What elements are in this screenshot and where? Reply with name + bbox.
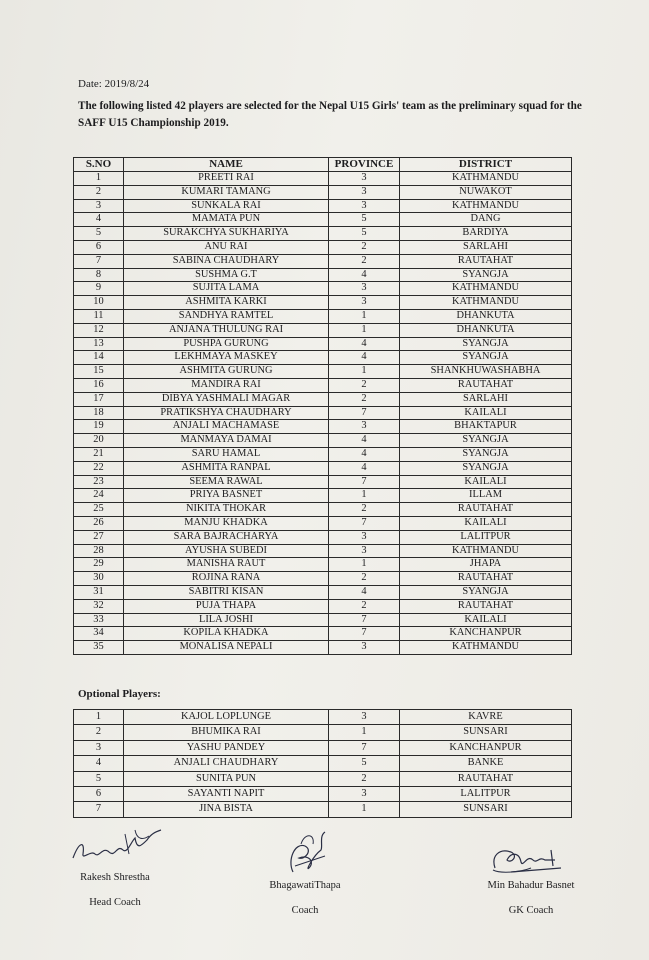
intro-paragraph: The following listed 42 players are selected for the Nepal U15 Girls' team as the preliminary squad for the SAFF U15 Championship 2019.	[78, 100, 582, 129]
cell-district: DHANKUTA	[400, 323, 572, 337]
cell-sno: 5	[74, 227, 124, 241]
cell-name: PRIYA BASNET	[124, 489, 329, 503]
cell-province: 3	[329, 710, 400, 725]
cell-province: 1	[329, 323, 400, 337]
table-row	[74, 282, 572, 296]
cell-sno: 1	[74, 172, 124, 186]
cell-province: 2	[329, 771, 400, 786]
cell-district: SYANGJA	[400, 585, 572, 599]
cell-province: 3	[329, 787, 400, 802]
cell-name: MANMAYA DAMAI	[124, 434, 329, 448]
cell-name: MONALISA NEPALI	[124, 641, 329, 655]
cell-district: SARLAHI	[400, 392, 572, 406]
cell-province: 4	[329, 447, 400, 461]
cell-province: 4	[329, 268, 400, 282]
cell-name: NIKITA THOKAR	[124, 503, 329, 517]
cell-name: SUJITA LAMA	[124, 282, 329, 296]
cell-district: SARLAHI	[400, 240, 572, 254]
cell-province: 3	[329, 641, 400, 655]
cell-district: SYANGJA	[400, 337, 572, 351]
cell-district: KAILALI	[400, 516, 572, 530]
table-row	[74, 268, 572, 282]
cell-name: PUSHPA GURUNG	[124, 337, 329, 351]
table-row	[74, 572, 572, 586]
cell-district: RAUTAHAT	[400, 254, 572, 268]
cell-district: SUNSARI	[400, 725, 572, 740]
cell-district: KATHMANDU	[400, 296, 572, 310]
signatory-name: Rakesh Shrestha	[80, 872, 150, 883]
cell-sno: 21	[74, 447, 124, 461]
cell-province: 3	[329, 544, 400, 558]
cell-name: SUNITA PUN	[124, 771, 329, 786]
signatory-role: Head Coach	[89, 897, 141, 908]
cell-name: PREETI RAI	[124, 172, 329, 186]
cell-district: BANKE	[400, 756, 572, 771]
table-row	[74, 599, 572, 613]
signatory-role: GK Coach	[508, 905, 554, 916]
table-row	[74, 516, 572, 530]
table-row	[74, 475, 572, 489]
cell-province: 3	[329, 199, 400, 213]
table-row	[74, 641, 572, 655]
table-row	[74, 503, 572, 517]
cell-province: 7	[329, 740, 400, 755]
cell-name: SUNKALA RAI	[124, 199, 329, 213]
table-row	[74, 627, 572, 641]
cell-name: LILA JOSHI	[124, 613, 329, 627]
cell-province: 5	[329, 227, 400, 241]
cell-district: KAILALI	[400, 613, 572, 627]
handwritten-signature-icon	[65, 820, 165, 870]
cell-name: KOPILA KHADKA	[124, 627, 329, 641]
cell-province: 4	[329, 585, 400, 599]
signatory-role: Coach	[291, 905, 319, 916]
cell-province: 2	[329, 392, 400, 406]
cell-sno: 3	[74, 740, 124, 755]
cell-name: ASHMITA RANPAL	[124, 461, 329, 475]
signatory-name: Min Bahadur Basnet	[487, 880, 575, 891]
cell-sno: 9	[74, 282, 124, 296]
cell-province: 2	[329, 254, 400, 268]
cell-sno: 34	[74, 627, 124, 641]
cell-sno: 25	[74, 503, 124, 517]
cell-sno: 7	[74, 802, 124, 817]
table-row	[74, 337, 572, 351]
cell-name: SARU HAMAL	[124, 447, 329, 461]
cell-district: KATHMANDU	[400, 199, 572, 213]
cell-sno: 8	[74, 268, 124, 282]
cell-sno: 6	[74, 240, 124, 254]
cell-province: 2	[329, 378, 400, 392]
cell-name: SEEMA RAWAL	[124, 475, 329, 489]
cell-district: DHANKUTA	[400, 309, 572, 323]
table-row	[74, 296, 572, 310]
table-row	[74, 756, 572, 771]
cell-name: PRATIKSHYA CHAUDHARY	[124, 406, 329, 420]
cell-name: KUMARI TAMANG	[124, 185, 329, 199]
col-header-name: NAME	[124, 158, 329, 172]
table-row	[74, 787, 572, 802]
cell-sno: 27	[74, 530, 124, 544]
cell-sno: 16	[74, 378, 124, 392]
handwritten-signature-icon	[265, 826, 345, 878]
cell-province: 4	[329, 337, 400, 351]
cell-province: 3	[329, 172, 400, 186]
table-row	[74, 323, 572, 337]
table-row	[74, 378, 572, 392]
cell-sno: 7	[74, 254, 124, 268]
cell-district: RAUTAHAT	[400, 599, 572, 613]
cell-sno: 29	[74, 558, 124, 572]
table-row	[74, 309, 572, 323]
cell-sno: 1	[74, 710, 124, 725]
document-date: Date: 2019/8/24	[78, 78, 150, 90]
table-row	[74, 802, 572, 817]
cell-sno: 31	[74, 585, 124, 599]
cell-sno: 5	[74, 771, 124, 786]
cell-province: 1	[329, 365, 400, 379]
cell-sno: 26	[74, 516, 124, 530]
cell-sno: 14	[74, 351, 124, 365]
table-row	[74, 406, 572, 420]
cell-sno: 2	[74, 185, 124, 199]
cell-name: SABINA CHAUDHARY	[124, 254, 329, 268]
cell-sno: 33	[74, 613, 124, 627]
cell-name: SANDHYA RAMTEL	[124, 309, 329, 323]
cell-province: 4	[329, 434, 400, 448]
cell-sno: 24	[74, 489, 124, 503]
cell-sno: 4	[74, 213, 124, 227]
col-header-province: PROVINCE	[329, 158, 400, 172]
cell-district: KATHMANDU	[400, 641, 572, 655]
cell-sno: 23	[74, 475, 124, 489]
cell-district: RAUTAHAT	[400, 771, 572, 786]
cell-district: BHAKTAPUR	[400, 420, 572, 434]
cell-sno: 28	[74, 544, 124, 558]
cell-province: 7	[329, 613, 400, 627]
cell-sno: 10	[74, 296, 124, 310]
cell-province: 7	[329, 627, 400, 641]
cell-district: SYANGJA	[400, 434, 572, 448]
cell-province: 5	[329, 756, 400, 771]
table-row	[74, 434, 572, 448]
cell-name: JINA BISTA	[124, 802, 329, 817]
cell-district: KATHMANDU	[400, 282, 572, 296]
cell-name: MANISHA RAUT	[124, 558, 329, 572]
handwritten-signature-icon	[481, 838, 581, 878]
cell-district: KATHMANDU	[400, 172, 572, 186]
cell-province: 1	[329, 725, 400, 740]
cell-name: YASHU PANDEY	[124, 740, 329, 755]
optional-players-title: Optional Players:	[78, 688, 161, 700]
cell-province: 3	[329, 185, 400, 199]
cell-province: 7	[329, 475, 400, 489]
cell-name: SURAKCHYA SUKHARIYA	[124, 227, 329, 241]
squad-table	[73, 157, 572, 655]
cell-district: ILLAM	[400, 489, 572, 503]
cell-province: 2	[329, 599, 400, 613]
cell-province: 2	[329, 240, 400, 254]
cell-sno: 19	[74, 420, 124, 434]
cell-sno: 6	[74, 787, 124, 802]
table-row	[74, 585, 572, 599]
table-row	[74, 227, 572, 241]
cell-name: ANJALI CHAUDHARY	[124, 756, 329, 771]
table-row	[74, 740, 572, 755]
cell-province: 4	[329, 461, 400, 475]
cell-sno: 18	[74, 406, 124, 420]
cell-sno: 35	[74, 641, 124, 655]
optional-players-table	[73, 709, 572, 818]
cell-district: SHANKHUWASHABHA	[400, 365, 572, 379]
table-row	[74, 199, 572, 213]
cell-sno: 32	[74, 599, 124, 613]
cell-district: SYANGJA	[400, 351, 572, 365]
cell-province: 7	[329, 406, 400, 420]
cell-name: MANDIRA RAI	[124, 378, 329, 392]
cell-name: SUSHMA G.T	[124, 268, 329, 282]
cell-district: RAUTAHAT	[400, 378, 572, 392]
cell-sno: 13	[74, 337, 124, 351]
table-row	[74, 351, 572, 365]
table-row	[74, 725, 572, 740]
cell-district: KANCHANPUR	[400, 740, 572, 755]
cell-name: KAJOL LOPLUNGE	[124, 710, 329, 725]
signature-head-coach	[60, 820, 170, 908]
cell-sno: 15	[74, 365, 124, 379]
cell-province: 3	[329, 420, 400, 434]
cell-province: 7	[329, 516, 400, 530]
cell-district: KAVRE	[400, 710, 572, 725]
cell-name: SAYANTI NAPIT	[124, 787, 329, 802]
table-row	[74, 392, 572, 406]
table-row	[74, 710, 572, 725]
cell-district: KANCHANPUR	[400, 627, 572, 641]
signature-gk-coach	[466, 838, 596, 916]
table-row	[74, 365, 572, 379]
cell-district: LALITPUR	[400, 530, 572, 544]
cell-district: NUWAKOT	[400, 185, 572, 199]
cell-sno: 4	[74, 756, 124, 771]
cell-sno: 12	[74, 323, 124, 337]
table-row	[74, 420, 572, 434]
cell-district: BARDIYA	[400, 227, 572, 241]
cell-province: 1	[329, 489, 400, 503]
cell-name: ANU RAI	[124, 240, 329, 254]
cell-province: 5	[329, 213, 400, 227]
cell-sno: 17	[74, 392, 124, 406]
cell-sno: 22	[74, 461, 124, 475]
signatory-name: BhagawatiThapa	[269, 880, 341, 891]
cell-district: LALITPUR	[400, 787, 572, 802]
cell-province: 1	[329, 309, 400, 323]
cell-district: SYANGJA	[400, 447, 572, 461]
table-row	[74, 254, 572, 268]
cell-name: MANJU KHADKA	[124, 516, 329, 530]
cell-district: RAUTAHAT	[400, 503, 572, 517]
table-row	[74, 530, 572, 544]
cell-province: 1	[329, 802, 400, 817]
table-row	[74, 447, 572, 461]
cell-district: RAUTAHAT	[400, 572, 572, 586]
table-row	[74, 544, 572, 558]
table-row	[74, 461, 572, 475]
cell-district: KAILALI	[400, 406, 572, 420]
cell-province: 1	[329, 558, 400, 572]
cell-sno: 3	[74, 199, 124, 213]
cell-name: AYUSHA SUBEDI	[124, 544, 329, 558]
table-row	[74, 613, 572, 627]
cell-name: LEKHMAYA MASKEY	[124, 351, 329, 365]
cell-name: ANJANA THULUNG RAI	[124, 323, 329, 337]
cell-district: SUNSARI	[400, 802, 572, 817]
cell-name: DIBYA YASHMALI MAGAR	[124, 392, 329, 406]
cell-name: PUJA THAPA	[124, 599, 329, 613]
table-row	[74, 240, 572, 254]
cell-name: BHUMIKA RAI	[124, 725, 329, 740]
cell-district: DANG	[400, 213, 572, 227]
cell-name: ROJINA RANA	[124, 572, 329, 586]
signature-coach	[250, 826, 360, 916]
cell-name: ANJALI MACHAMASE	[124, 420, 329, 434]
table-row	[74, 213, 572, 227]
cell-name: SARA BAJRACHARYA	[124, 530, 329, 544]
cell-province: 4	[329, 351, 400, 365]
cell-name: MAMATA PUN	[124, 213, 329, 227]
cell-district: SYANGJA	[400, 268, 572, 282]
cell-sno: 11	[74, 309, 124, 323]
table-row	[74, 185, 572, 199]
cell-district: JHAPA	[400, 558, 572, 572]
cell-province: 3	[329, 296, 400, 310]
cell-district: SYANGJA	[400, 461, 572, 475]
cell-name: ASHMITA KARKI	[124, 296, 329, 310]
cell-sno: 20	[74, 434, 124, 448]
table-row	[74, 771, 572, 786]
col-header-sno: S.NO	[74, 158, 124, 172]
table-row	[74, 489, 572, 503]
cell-district: KAILALI	[400, 475, 572, 489]
table-row	[74, 558, 572, 572]
cell-name: ASHMITA GURUNG	[124, 365, 329, 379]
cell-province: 3	[329, 282, 400, 296]
table-header-row	[74, 158, 572, 172]
col-header-district: DISTRICT	[400, 158, 572, 172]
cell-province: 3	[329, 530, 400, 544]
cell-province: 2	[329, 572, 400, 586]
cell-sno: 30	[74, 572, 124, 586]
cell-province: 2	[329, 503, 400, 517]
cell-name: SABITRI KISAN	[124, 585, 329, 599]
cell-sno: 2	[74, 725, 124, 740]
cell-district: KATHMANDU	[400, 544, 572, 558]
table-row	[74, 172, 572, 186]
